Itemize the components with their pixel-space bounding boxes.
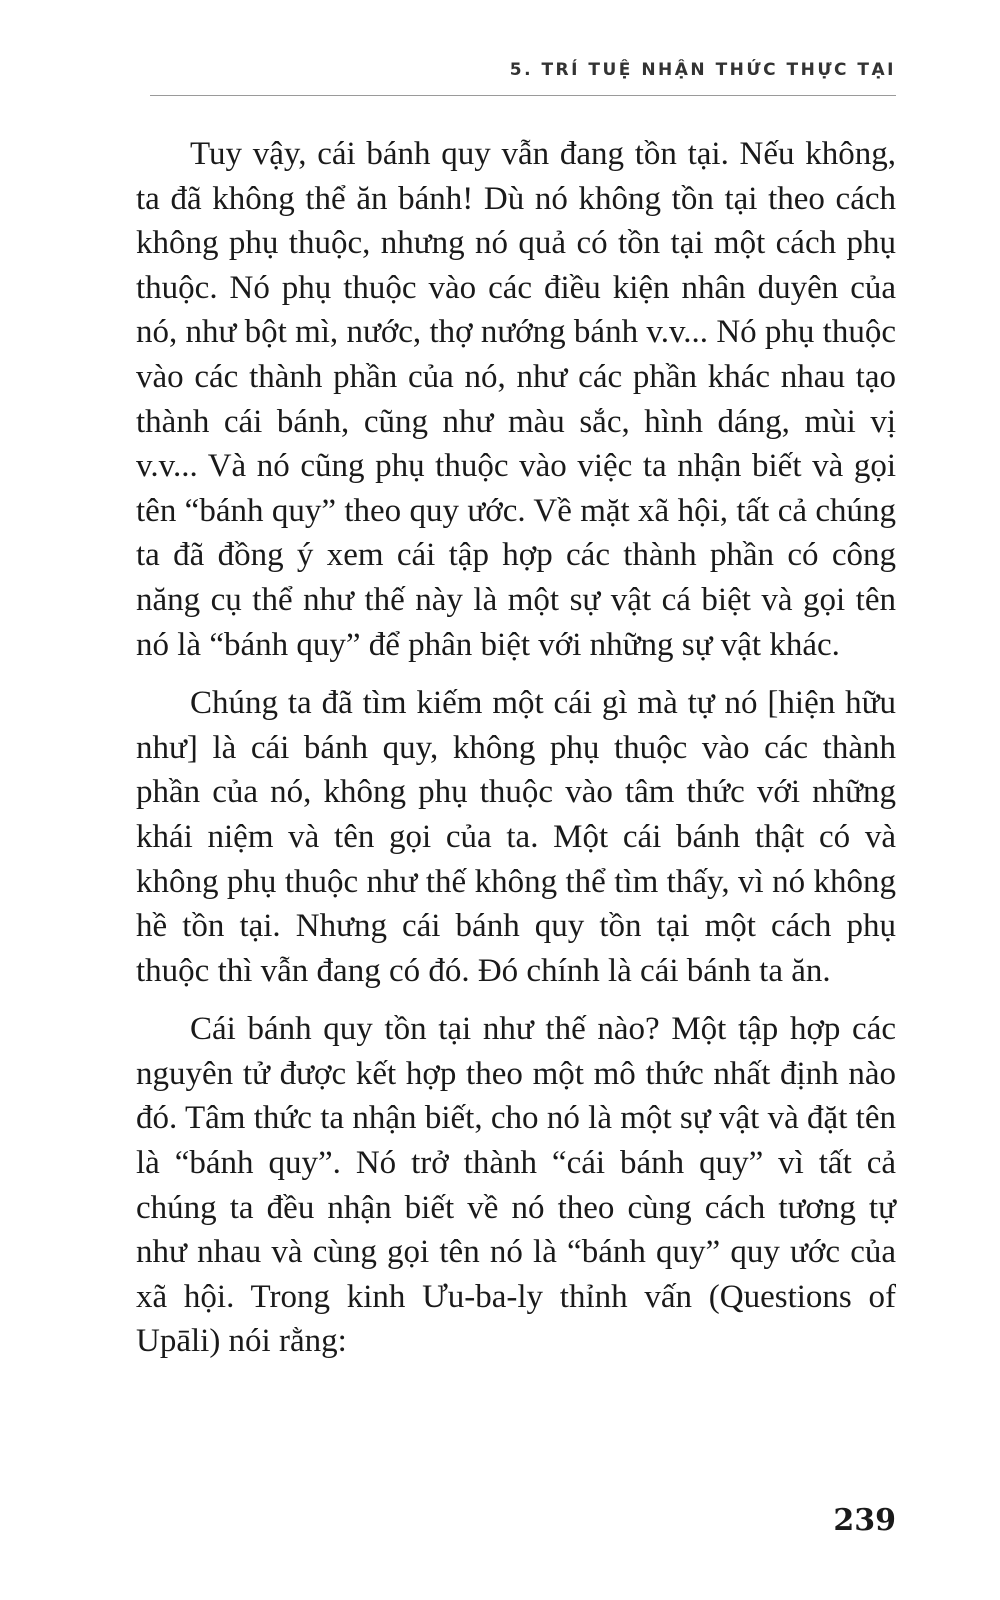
running-header-title: 5. TRÍ TUỆ NHẬN THỨC THỰC TẠI (509, 60, 896, 80)
page-number: 239 (833, 1503, 896, 1538)
header-divider (150, 95, 896, 96)
paragraph-1: Tuy vậy, cái bánh quy vẫn đang tồn tại. Nếu không, ta đã không thể ăn bánh! Dù nó không tồn tại theo cách không phụ thuộc, nhưng nó quả có tồn tại một cách phụ thuộc. Nó phụ thuộc vào các điều kiện nhân duyên của nó, như bột mì, nước, thợ nướng bánh v.v... Nó phụ thuộc vào các thành phần của nó, như các phần khác nhau tạo thành cái bánh, cũng như màu sắc, hình dáng, mùi vị v.v... Và nó cũng phụ thuộc vào việc ta nhận biết và gọi tên “bánh quy” theo quy ước. Về mặt xã hội, tất cả chúng ta đã đồng ý xem cái tập hợp các thành phần có công năng cụ thể như thế này là một sự vật cá biệt và gọi tên nó là “bánh quy” để phân biệt với những sự vật khác. (136, 136, 896, 663)
paragraph-2: Chúng ta đã tìm kiếm một cái gì mà tự nó [hiện hữu như] là cái bánh quy, không phụ thuộc vào các thành phần của nó, không phụ thuộc vào tâm thức với những khái niệm và tên gọi của ta. Một cái bánh thật có và không phụ thuộc như thế không thể tìm thấy, vì nó không hề tồn tại. Nhưng cái bánh quy tồn tại một cách phụ thuộc thì vẫn đang có đó. Đó chính là cái bánh ta ăn. (136, 685, 896, 989)
paragraph-3: Cái bánh quy tồn tại như thế nào? Một tập hợp các nguyên tử được kết hợp theo một mô thức nhất định nào đó. Tâm thức ta nhận biết, cho nó là một sự vật và đặt tên là “bánh quy”. Nó trở thành “cái bánh quy” vì tất cả chúng ta đều nhận biết về nó theo cùng cách tương tự như nhau và cùng gọi tên nó là “bánh quy” quy ước của xã hội. Trong kinh Ưu-ba-ly thỉnh vấn (Questions of Upāli) nói rằng: (136, 1011, 896, 1360)
page-body (136, 132, 896, 1378)
